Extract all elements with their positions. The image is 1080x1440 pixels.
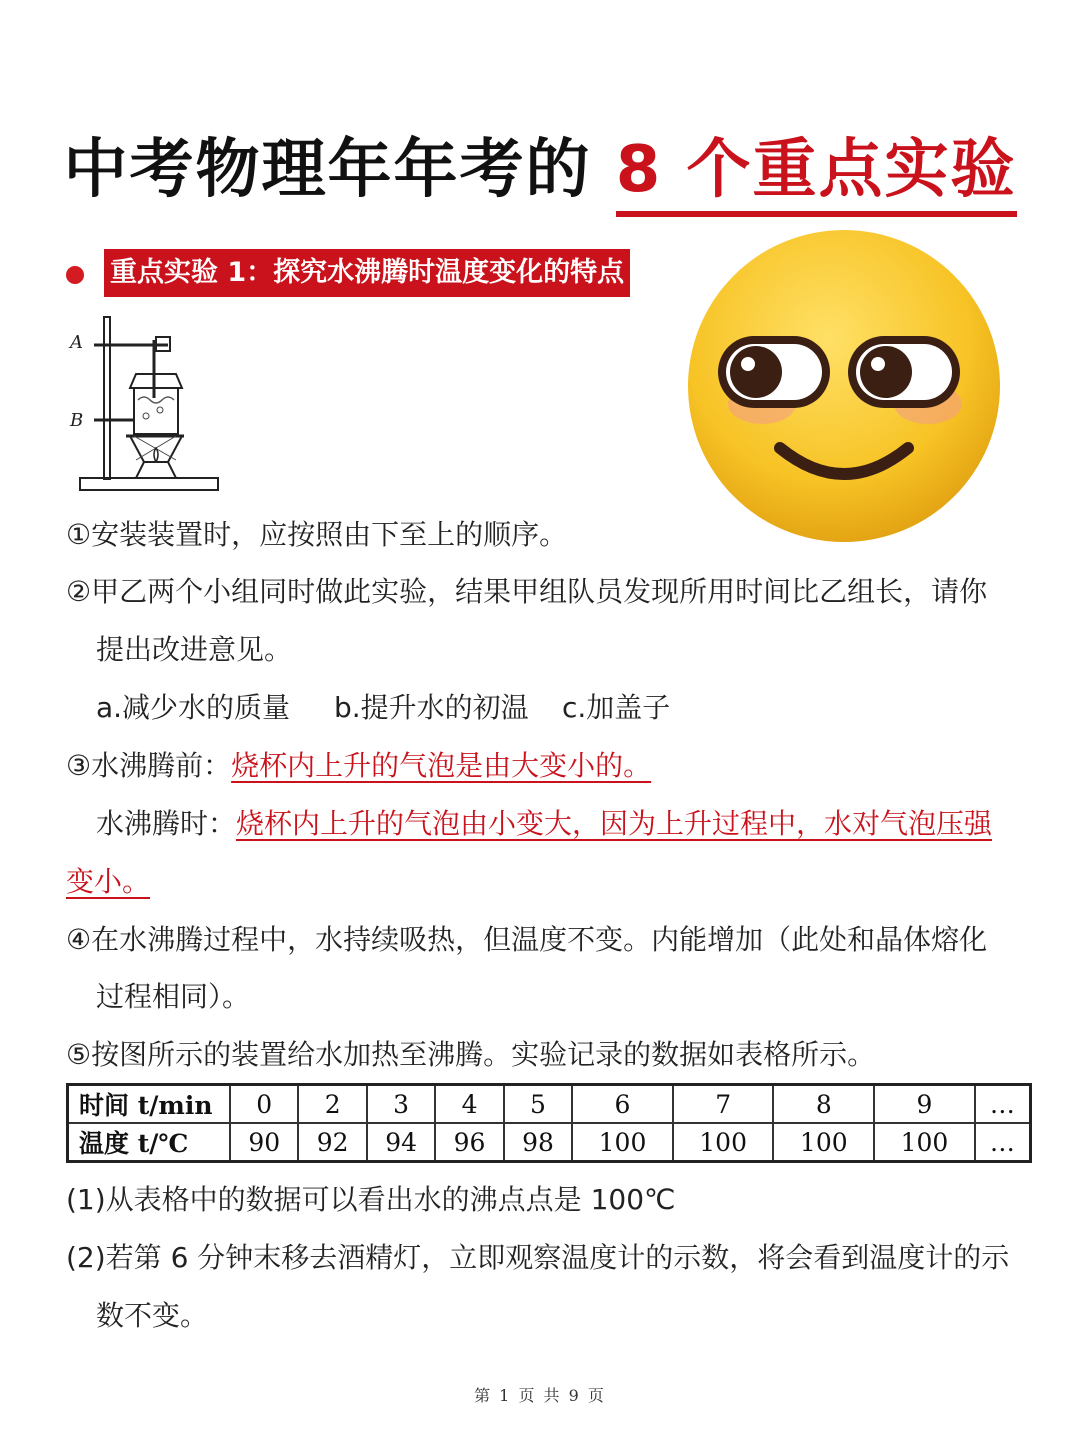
option-c: c.加盖子	[562, 691, 671, 724]
table-cell: 0	[230, 1085, 298, 1124]
option-b: b.提升水的初温	[334, 691, 529, 724]
item-4-line-2: 过程相同）。	[96, 980, 251, 1013]
item-1: ①安装装置时，应按照由下至上的顺序。	[66, 518, 568, 551]
item-4-line-1: ④在水沸腾过程中，水持续吸热，但温度不变。内能增加（此处和晶体熔化	[66, 923, 988, 956]
table-cell: 9	[874, 1085, 975, 1124]
item-3b-answer-1: 烧杯内上升的气泡由小变大，因为上升过程中，水对气泡压强	[236, 807, 993, 840]
table-cell: 8	[773, 1085, 874, 1124]
item-3b-line	[96, 804, 992, 844]
table-cell: 2	[298, 1085, 366, 1124]
table-cell: 7	[673, 1085, 774, 1124]
item-3b-answer-2: 变小。	[66, 865, 151, 898]
table-cell: 100	[773, 1123, 874, 1162]
table-cell: 94	[367, 1123, 435, 1162]
bullet-dot-icon	[66, 266, 84, 284]
question-2-line-1: (2)若第 6 分钟末移去酒精灯，立即观察温度计的示数，将会看到温度计的示	[66, 1241, 1010, 1274]
table-cell: 3	[367, 1085, 435, 1124]
item-2-line-2: 提出改进意见。	[96, 633, 293, 666]
question-2-line-2: 数不变。	[96, 1299, 209, 1332]
boiling-apparatus-diagram	[64, 312, 234, 497]
table-header-temperature: 温度 t/℃	[68, 1123, 231, 1162]
table-row-time	[68, 1085, 1031, 1124]
item-3b-label: 水沸腾时：	[96, 807, 237, 840]
table-cell: 92	[298, 1123, 366, 1162]
table-cell: …	[975, 1085, 1031, 1124]
item-5: ⑤按图所示的装置给水加热至沸腾。实验记录的数据如表格所示。	[66, 1038, 876, 1071]
section-heading: 重点实验 1：探究水沸腾时温度变化的特点	[104, 249, 630, 297]
table-cell: …	[975, 1123, 1031, 1162]
title-prefix: 中考物理年年考的	[63, 133, 616, 207]
title-accent: 8 个重点实验	[616, 133, 1017, 217]
table-cell: 90	[230, 1123, 298, 1162]
table-cell: 4	[435, 1085, 503, 1124]
item-3-answer: 烧杯内上升的气泡是由大变小的。	[231, 749, 652, 782]
table-row-temperature	[68, 1123, 1031, 1162]
question-1: (1)从表格中的数据可以看出水的沸点点是 100℃	[66, 1183, 676, 1216]
label-b: B	[70, 410, 84, 431]
table-cell: 6	[572, 1085, 673, 1124]
table-cell: 98	[504, 1123, 572, 1162]
table-cell: 5	[504, 1085, 572, 1124]
item-3-label: ③水沸腾前：	[66, 749, 232, 782]
page-title	[0, 118, 1080, 210]
item-3-line	[66, 746, 651, 786]
table-cell: 100	[673, 1123, 774, 1162]
label-a: A	[70, 332, 83, 353]
table-cell: 100	[874, 1123, 975, 1162]
table-cell: 96	[435, 1123, 503, 1162]
table-header-time: 时间 t/min	[68, 1085, 231, 1124]
data-table	[66, 1083, 1032, 1163]
item-2-line-1: ②甲乙两个小组同时做此实验，结果甲组队员发现所用时间比乙组长，请你	[66, 575, 988, 608]
option-a: a.减少水的质量	[96, 691, 291, 724]
table-cell: 100	[572, 1123, 673, 1162]
page-number: 第 1 页 共 9 页	[474, 1386, 606, 1405]
smiling-emoji-icon	[684, 226, 1004, 546]
